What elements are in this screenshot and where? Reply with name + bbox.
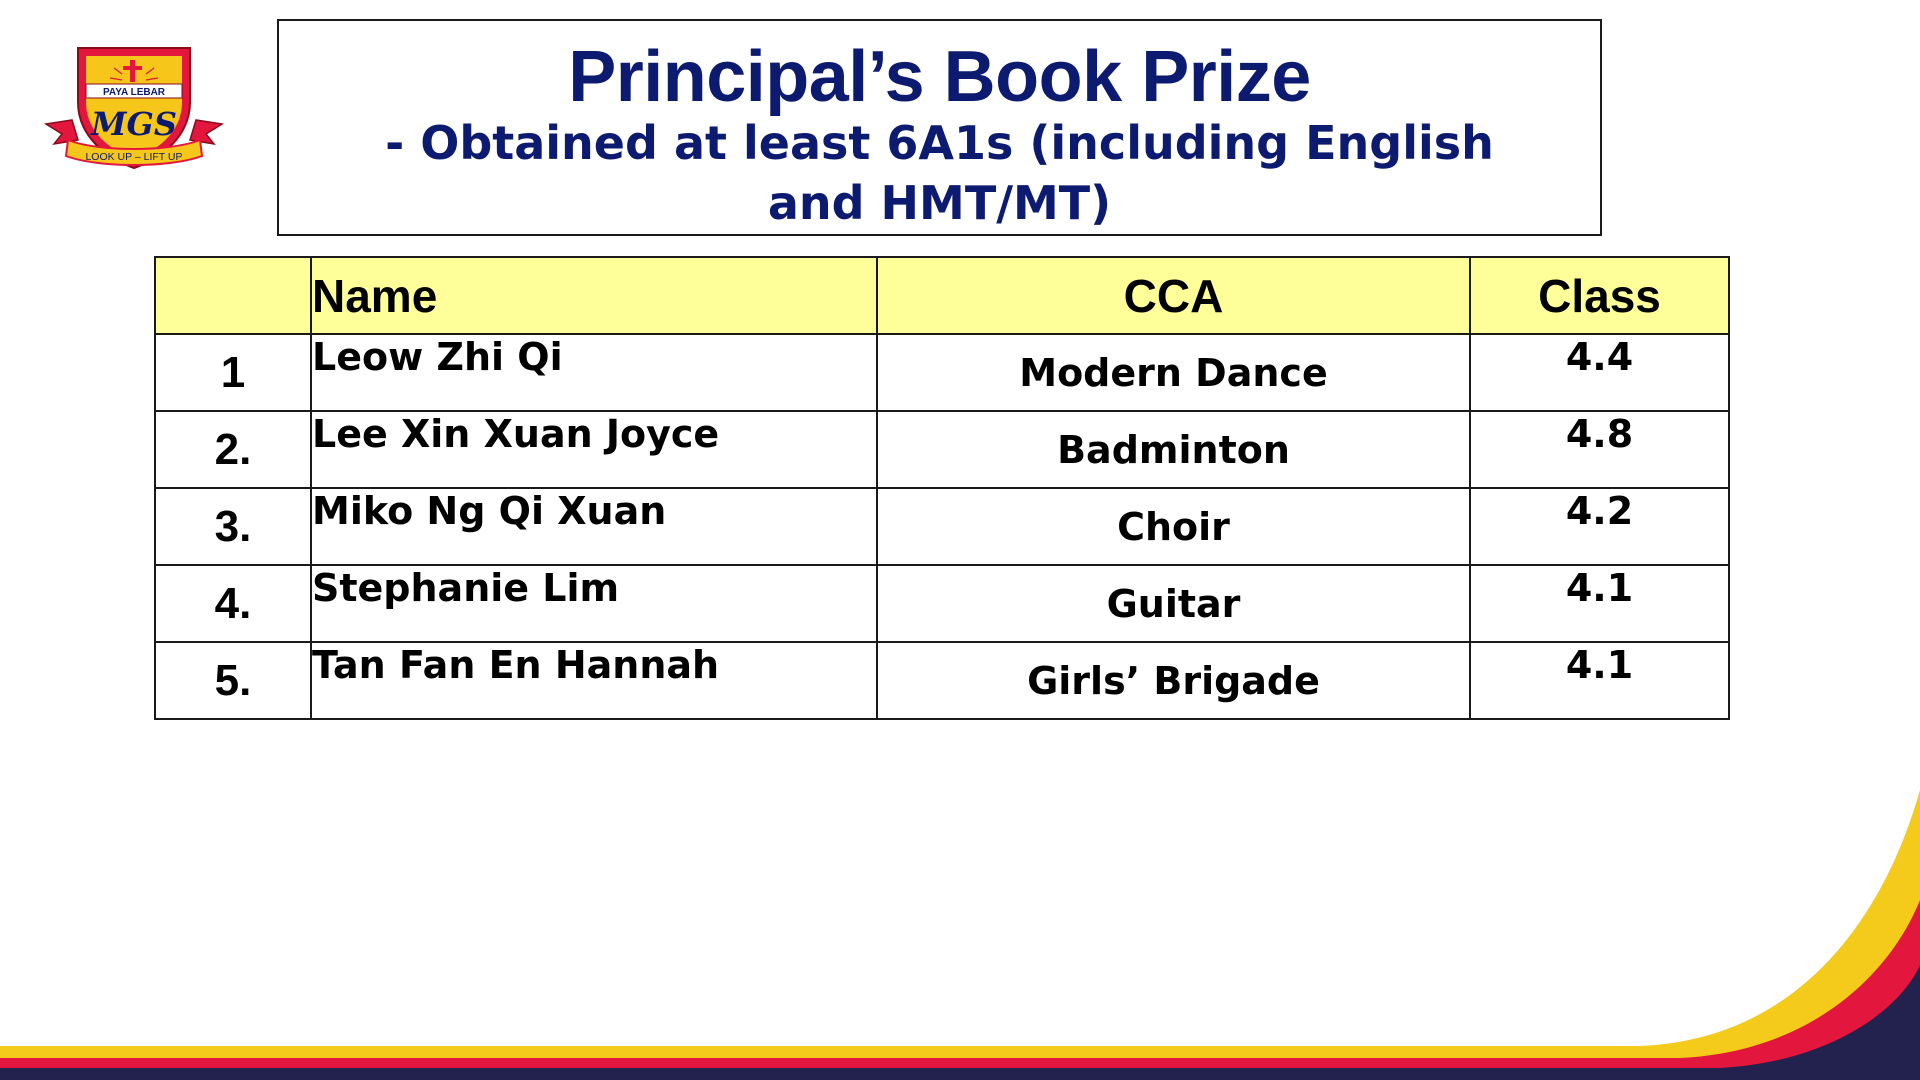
student-cca: Choir	[877, 488, 1470, 565]
student-class: 4.8	[1470, 411, 1729, 488]
page-title: Principal’s Book Prize	[568, 37, 1311, 117]
red-swoosh	[0, 900, 1920, 1080]
student-class: 4.4	[1470, 334, 1729, 411]
row-number: 5.	[155, 642, 311, 719]
student-class: 4.1	[1470, 565, 1729, 642]
navy-swoosh	[0, 965, 1920, 1080]
title-box	[277, 19, 1602, 236]
cross-vertical	[130, 60, 135, 82]
student-cca: Guitar	[877, 565, 1470, 642]
student-cca: Badminton	[877, 411, 1470, 488]
header-class: Class	[1470, 257, 1729, 334]
student-name: Lee Xin Xuan Joyce	[311, 411, 877, 488]
student-name: Stephanie Lim	[311, 565, 877, 642]
header-name: Name	[311, 257, 877, 334]
table-row	[155, 334, 1729, 411]
row-number: 1	[155, 334, 311, 411]
header-cca: CCA	[877, 257, 1470, 334]
row-number: 3.	[155, 488, 311, 565]
table-header-row	[155, 257, 1729, 334]
table-row	[155, 565, 1729, 642]
table-row	[155, 642, 1729, 719]
student-class: 4.2	[1470, 488, 1729, 565]
student-class: 4.1	[1470, 642, 1729, 719]
student-name: Tan Fan En Hannah	[311, 642, 877, 719]
ribbon-left-tail	[46, 120, 78, 144]
student-cca: Modern Dance	[877, 334, 1470, 411]
ribbon-right-tail	[190, 120, 222, 144]
student-cca: Girls’ Brigade	[877, 642, 1470, 719]
table-row	[155, 411, 1729, 488]
logo-top-text: PAYA LEBAR	[102, 87, 166, 98]
cross-horizontal	[123, 66, 142, 70]
row-number: 2.	[155, 411, 311, 488]
logo-monogram: MGS	[91, 105, 177, 143]
prize-table	[154, 256, 1730, 720]
student-name: Leow Zhi Qi	[311, 334, 877, 411]
student-name: Miko Ng Qi Xuan	[311, 488, 877, 565]
header-number	[155, 257, 311, 334]
school-crest-logo	[38, 40, 230, 180]
table-row	[155, 488, 1729, 565]
gold-swoosh	[0, 790, 1920, 1080]
page-subtitle: - Obtained at least 6A1s (including English and HMT/MT)	[385, 116, 1494, 230]
logo-motto: LOOK UP – LIFT UP	[85, 151, 183, 163]
row-number: 4.	[155, 565, 311, 642]
